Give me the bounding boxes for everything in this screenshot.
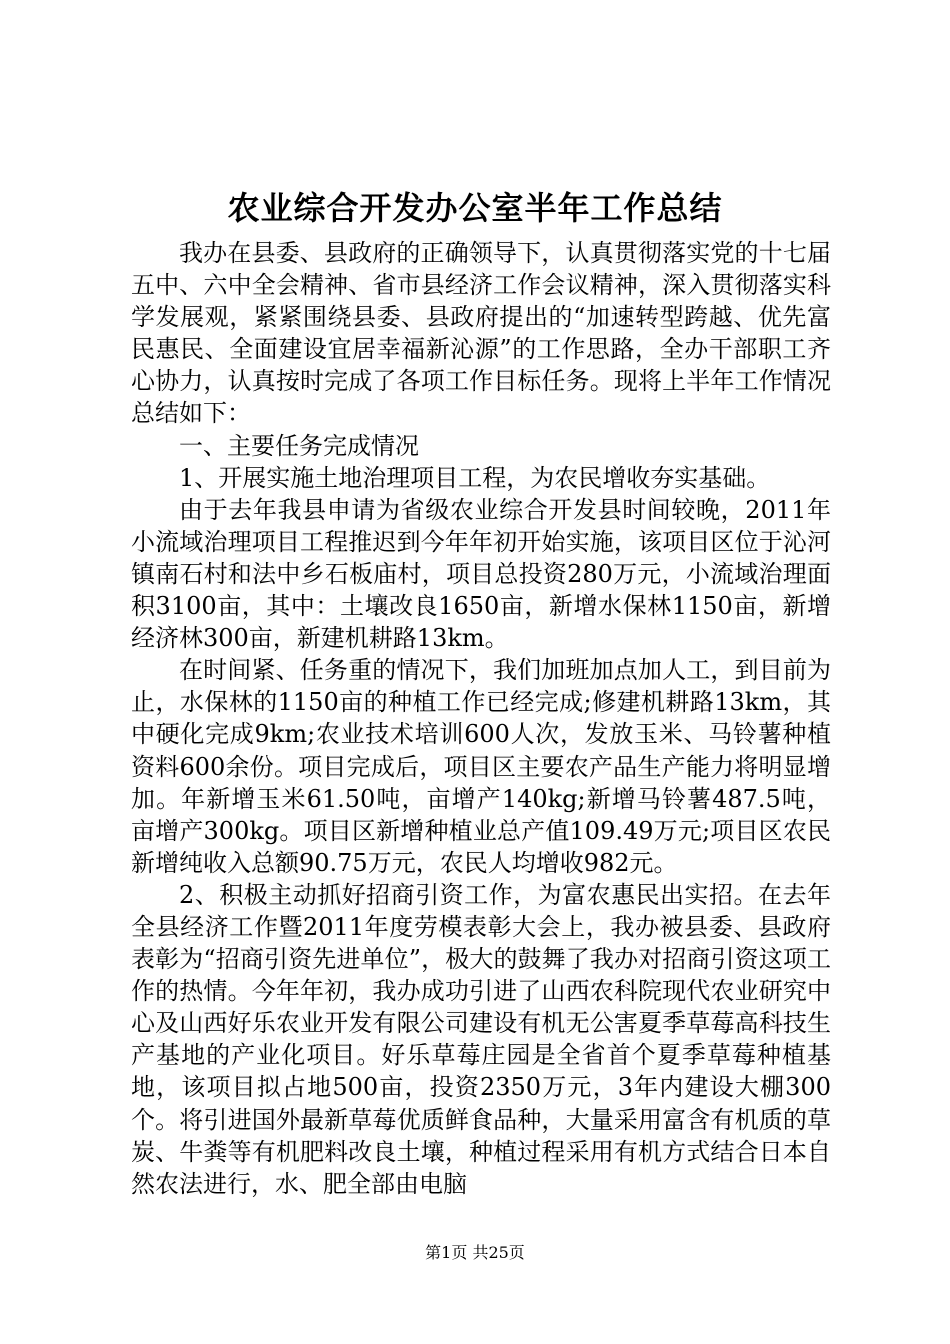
page-number-footer: 第1页 共25页 [425, 1243, 525, 1262]
document-body [131, 237, 831, 1200]
subheading-land-governance: 1、开展实施土地治理项目工程，为农民增收夯实基础。 [179, 463, 771, 492]
paragraph-investment-attraction: 2、积极主动抓好招商引资工作，为富农惠民出实招。在去年全县经济工作暨2011年度劳模表彰大会上，我办被县委、县政府表彰为“招商引资先进单位”，极大的鼓舞了我办对招商引资这项工作的热情。今年年初，我办成功引进了山西农科院现代农业研究中心及山西好乐农业开发有限公司建设有机无公害夏季草莓高科技生产基地的产业化项目。好乐草莓庄园是全省首个夏季草莓种植基地，该项目拟占地500亩，投资2350万元，3年内建设大棚300个。将引进国外最新草莓优质鲜食品种，大量采用富含有机质的草炭、牛粪等有机肥料改良土壤，种植过程采用有机方式结合日本自然农法进行，水、肥全部由电脑 [131, 880, 831, 1198]
section-heading-main-tasks: 一、主要任务完成情况 [179, 431, 419, 460]
paragraph-project-overview: 由于去年我县申请为省级农业综合开发县时间较晚，2011年小流域治理项目工程推迟到今年年初开始实施，该项目区位于沁河镇南石村和法中乡石板庙村，项目总投资280万元，小流域治理面积3100亩，其中：土壤改良1650亩，新增水保林1150亩，新增经济林300亩，新建机耕路13km。 [131, 495, 831, 653]
document-title: 农业综合开发办公室半年工作总结 [227, 189, 723, 227]
paragraph-intro: 我办在县委、县政府的正确领导下，认真贯彻落实党的十七届五中、六中全会精神、省市县经济工作会议精神，深入贯彻落实科学发展观，紧紧围绕县委、县政府提出的“加速转型跨越、优先富民惠民、全面建设宜居幸福新沁源”的工作思路，全办干部职工齐心协力，认真按时完成了各项工作目标任务。现将上半年工作情况总结如下： [131, 239, 831, 428]
paragraph-progress: 在时间紧、任务重的情况下，我们加班加点加人工，到目前为止，水保林的1150亩的种植工作已经完成;修建机耕路13km，其中硬化完成9km;农业技术培训600人次，发放玉米、马铃薯种植资料600余份。项目完成后，项目区主要农产品生产能力将明显增加。年新增玉米61.50吨，亩增产140kg;新增马铃薯487.5吨，亩增产300kg。项目区新增种植业总产值109.49万元;项目区农民新增纯收入总额90.75万元，农民人均增收982元。 [131, 656, 831, 877]
